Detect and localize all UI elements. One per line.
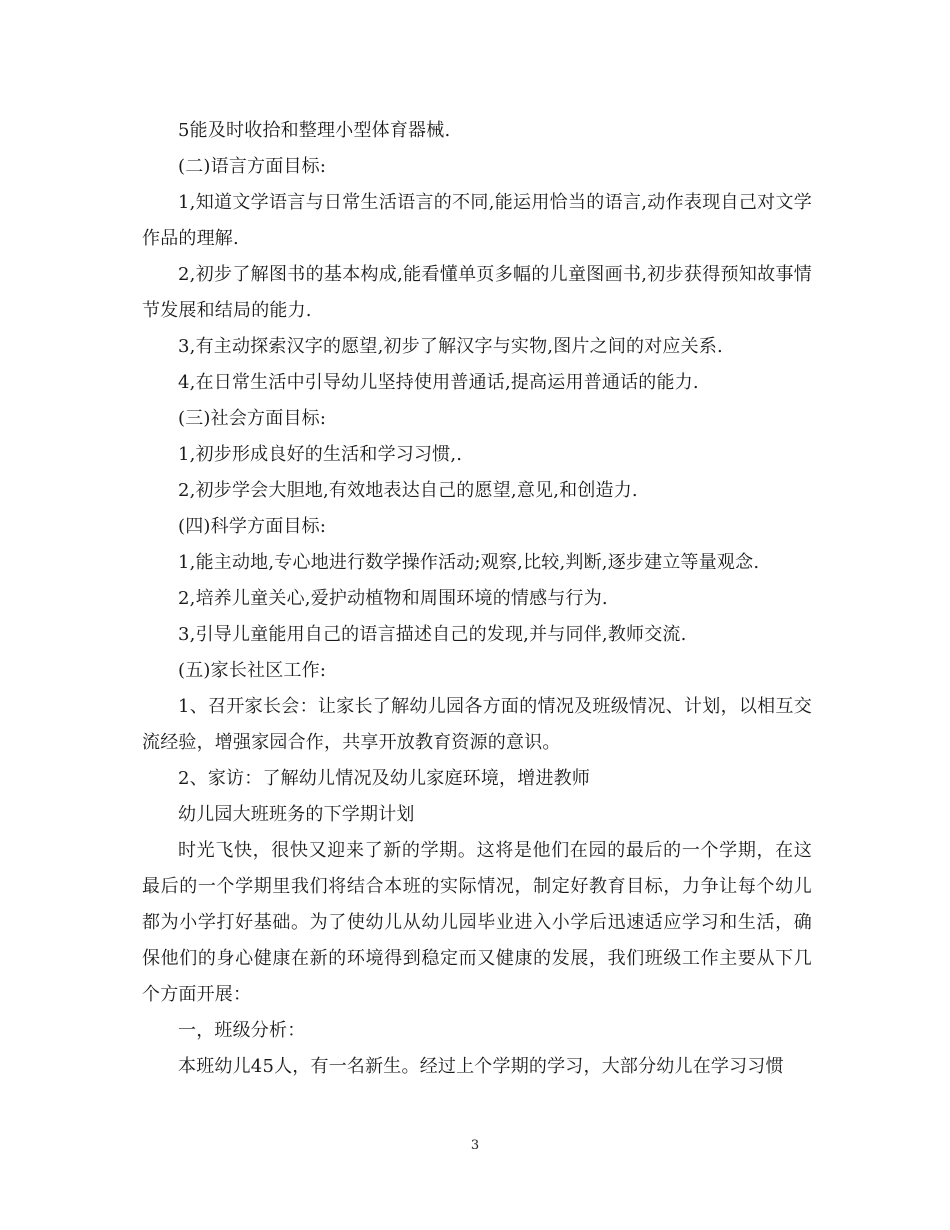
paragraph-4: 2,初步了解图书的基本构成,能看懂单页多幅的儿童图画书,初步获得预知故事情节发展和结局的能力. (142, 264, 812, 321)
paragraph-15: 1、召开家长会：让家长了解幼儿园各方面的情况及班级情况、计划，以相互交流经验，增强家园合作，共享开放教育资源的意识。 (142, 696, 812, 753)
paragraph-9: 2,初步学会大胆地,有效地表达自己的愿望,意见,和创造力. (178, 480, 638, 501)
paragraph-19: 一，班级分析： (178, 1020, 306, 1041)
paragraph-14: (五)家长社区工作: (178, 660, 327, 681)
page-number: 3 (470, 1138, 480, 1153)
paragraph-18: 时光飞快，很快又迎来了新的学期。这将是他们在园的最后的一个学期，在这最后的一个学期里我们将结合本班的实际情况，制定好教育目标，力争让每个幼儿都为小学打好基础。为了使幼儿从幼儿园毕业进入小学后迅速适应学习和生活，确保他们的身心健康在新的环境得到稳定而又健康的发展，我们班级工作主要从下几个方面开展： (142, 840, 812, 1005)
paragraph-10: (四)科学方面目标: (178, 516, 327, 537)
paragraph-8: 1,初步形成良好的生活和学习习惯,. (178, 444, 463, 465)
paragraph-11: 1,能主动地,专心地进行数学操作活动;观察,比较,判断,逐步建立等量观念. (178, 552, 760, 573)
paragraph-2: (二)语言方面目标: (178, 156, 327, 177)
page-content (142, 113, 812, 1085)
paragraph-6: 4,在日常生活中引导幼儿坚持使用普通话,提高运用普通话的能力. (178, 372, 699, 393)
paragraph-17: 幼儿园大班班务的下学期计划 (178, 804, 415, 825)
paragraph-5: 3,有主动探索汉字的愿望,初步了解汉字与实物,图片之间的对应关系. (178, 336, 723, 357)
paragraph-20: 本班幼儿45人，有一名新生。经过上个学期的学习，大部分幼儿在学习习惯 (178, 1056, 784, 1077)
paragraph-7: (三)社会方面目标: (178, 408, 327, 429)
paragraph-12: 2,培养儿童关心,爱护动植物和周围环境的情感与行为. (178, 588, 608, 609)
paragraph-1: 5能及时收拾和整理小型体育器械. (178, 120, 451, 141)
paragraph-13: 3,引导儿童能用自己的语言描述自己的发现,并与同伴,教师交流. (178, 624, 687, 645)
paragraph-16: 2、家访：了解幼儿情况及幼儿家庭环境，增进教师 (178, 768, 591, 789)
paragraph-3: 1,知道文学语言与日常生活语言的不同,能运用恰当的语言,动作表现自己对文学作品的理解. (142, 192, 812, 249)
